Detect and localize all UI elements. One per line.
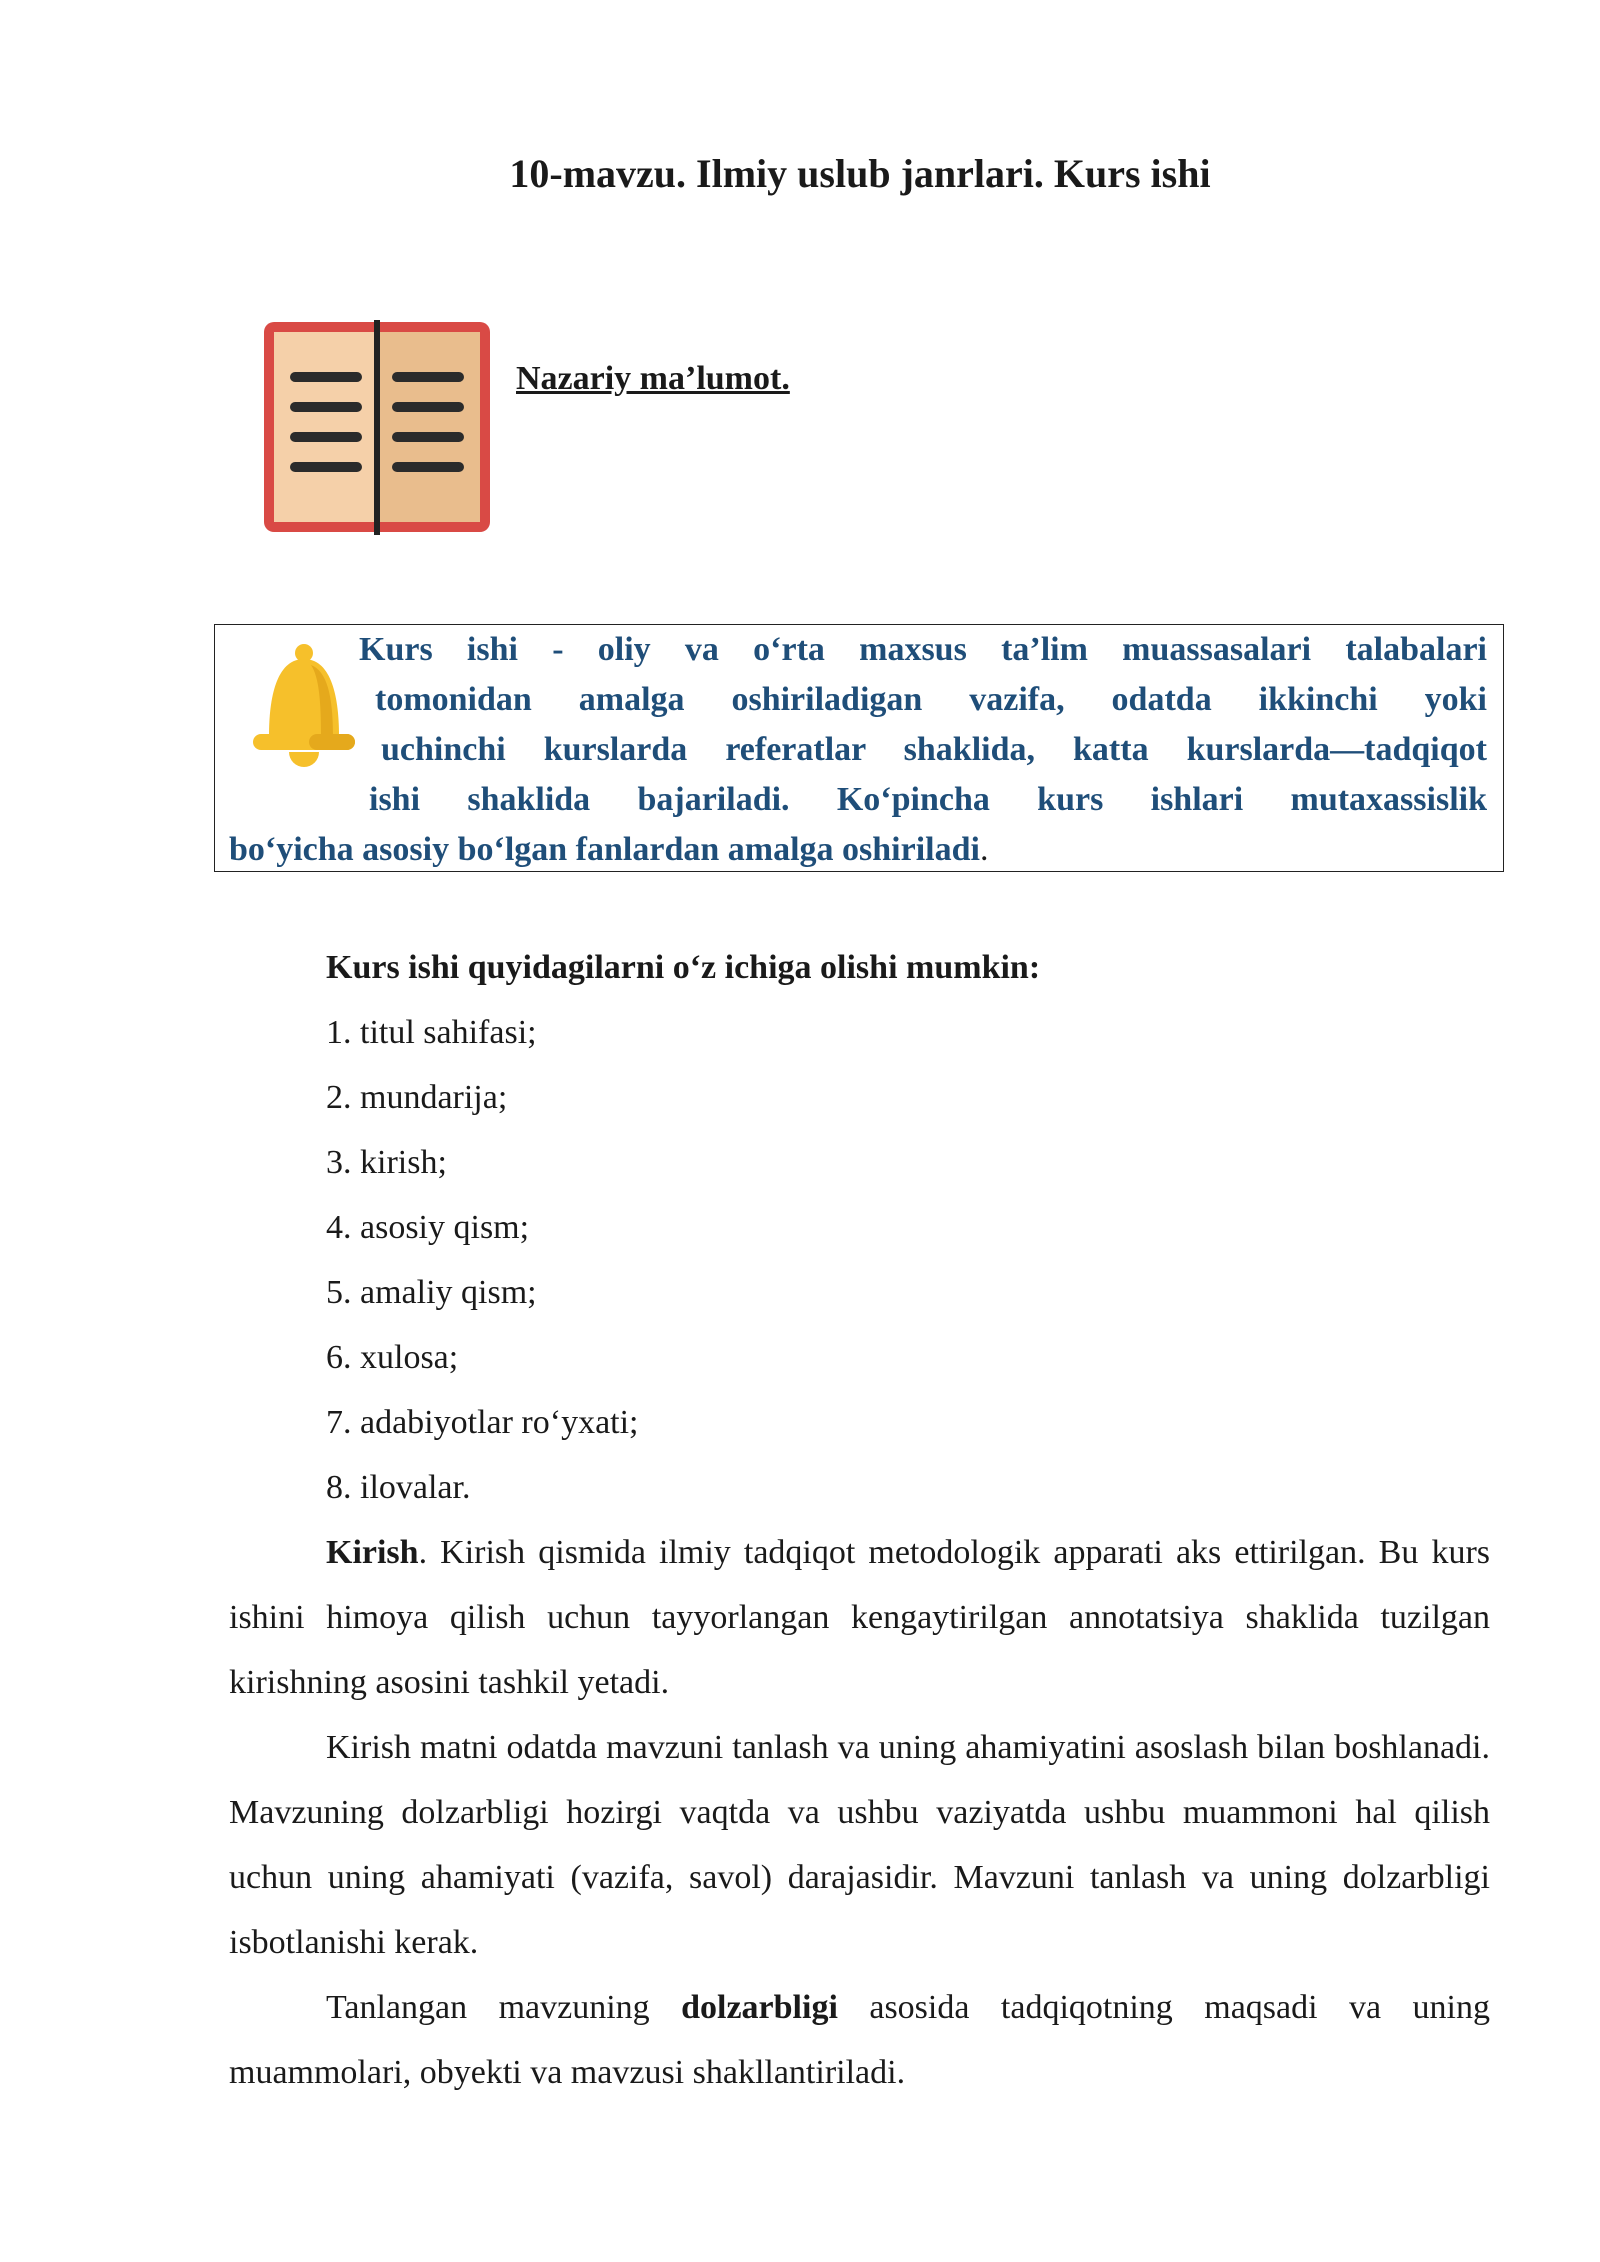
theory-heading: Nazariy ma’lumot. — [516, 360, 790, 397]
list-heading: Kurs ishi quyidagilarni o‘z ichiga olishi mumkin: — [326, 949, 1041, 986]
callout-line: Kurs ishi - oliy va o‘rta maxsus ta’lim muassasalari talabalari — [359, 631, 1487, 668]
relevance-term: dolzarbligi — [681, 1989, 838, 2026]
paragraph-text: asosida tadqiqotning maqsadi va uning muammolari, obyekti va mavzusi shakllantiriladi. — [229, 1989, 1491, 2091]
list-item: 6. xulosa; — [326, 1339, 459, 1376]
callout-line: uchinchi kurslarda referatlar shaklida, katta kurslarda—tadqiqot — [381, 731, 1487, 768]
callout-end-punct: . — [979, 831, 989, 868]
list-item: 7. adabiyotlar ro‘yxati; — [326, 1404, 639, 1441]
callout-last-line — [229, 825, 1487, 875]
page-title: 10-mavzu. Ilmiy uslub janrlari. Kurs ishi — [509, 151, 1211, 196]
list-item: 5. amaliy qism; — [326, 1274, 537, 1311]
callout-line: bo‘yicha asosiy bo‘lgan fanlardan amalga oshiriladi — [229, 831, 980, 868]
paragraph-text: Kirish matni odatda mavzuni tanlash va uning ahamiyatini asoslash bilan boshlanadi. Mavzuning dolzarbligi hozirgi vaqtda va ushbu vaziyatda ushbu muammoni hal qilish uchun uning ahamiyati (vazifa, savol) darajasidir. Mavzuni tanlash va uning dolzarbligi isbotlanishi kerak. — [229, 1729, 1490, 1961]
list-item: 4. asosiy qism; — [326, 1209, 530, 1246]
callout-line: tomonidan amalga oshiriladigan vazifa, odatda ikkinchi yoki — [375, 681, 1487, 718]
list-item: 3. kirish; — [326, 1144, 447, 1181]
list-item: 1. titul sahifasi; — [326, 1014, 537, 1051]
definition-callout — [214, 624, 1504, 872]
list-item: 8. ilovalar. — [326, 1469, 471, 1506]
list-item: 2. mundarija; — [326, 1079, 508, 1116]
paragraph-relevance — [229, 1975, 1490, 2105]
kirish-term: Kirish — [326, 1534, 419, 1571]
paragraph-kirish — [229, 1520, 1490, 1715]
body-text — [229, 935, 1490, 2105]
paragraph-text: . Kirish qismida ilmiy tadqiqot metodologik apparati aks ettirilgan. Bu kurs ishini himoya qilish uchun tayyorlangan kengaytirilgan annotatsiya shaklida tuzilgan kirishning asosini tashkil yetadi. — [229, 1534, 1490, 1701]
open-book-icon — [262, 320, 492, 535]
paragraph-text: Tanlangan mavzuning — [326, 1989, 682, 2026]
callout-line: ishi shaklida bajariladi. Ko‘pincha kurs ishlari mutaxassislik — [369, 781, 1487, 818]
